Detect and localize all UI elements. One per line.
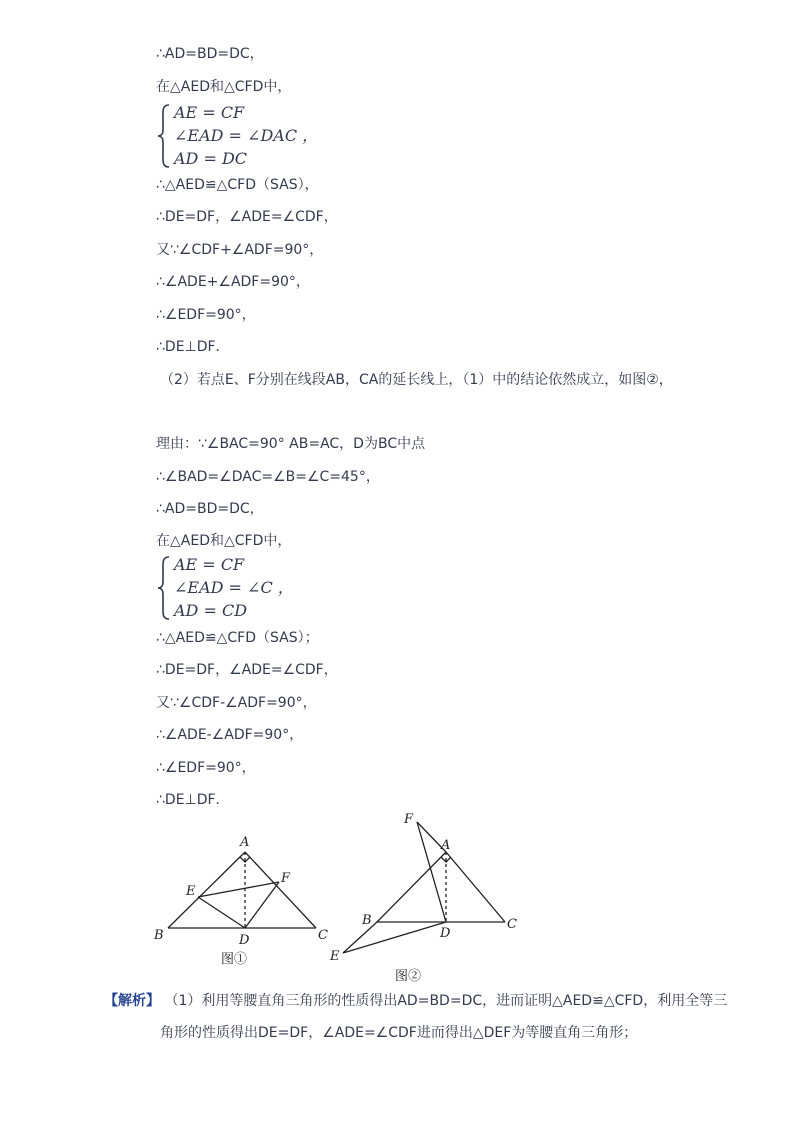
- proof-line: ∴∠ADE-∠ADF=90°，: [156, 727, 304, 743]
- system-row: ∠EAD = ∠DAC ，: [174, 126, 319, 145]
- segment-EF: [198, 882, 279, 897]
- label-F: F: [281, 871, 291, 886]
- proof-line: ∴∠ADE+∠ADF=90°，: [156, 274, 310, 290]
- system-row: AE = CF: [174, 103, 245, 122]
- segment-AC: [245, 852, 316, 928]
- fig2-caption: 图②: [395, 969, 422, 984]
- proof-line: ∴△AED≌△CFD（SAS）；: [156, 630, 319, 646]
- proof-line: ∴DE=DF，∠ADE=∠CDF，: [156, 209, 338, 225]
- label-B: B: [154, 928, 164, 943]
- system-row: AD = DC: [174, 149, 248, 168]
- analysis-line: [104, 992, 727, 1010]
- reason-line: 理由：∵∠BAC=90° AB=AC，D为BC中点: [156, 436, 426, 452]
- segment-ED: [198, 897, 245, 928]
- proof-line: 在△AED和△CFD中，: [156, 79, 292, 95]
- analysis-text: （1）利用等腰直角三角形的性质得出AD=BD=DC，进而证明△AED≌△CFD，利用全等三: [164, 993, 728, 1009]
- fig1-caption: 图①: [221, 952, 248, 967]
- analysis-line: 角形的性质得出DE=DF，∠ADE=∠CDF进而得出△DEF为等腰直角三角形；: [160, 1025, 638, 1041]
- system-row: ∠EAD = ∠C ，: [174, 578, 294, 597]
- figure-2: [343, 822, 505, 953]
- label-E: E: [186, 884, 196, 899]
- proof-line: ∴DE=DF，∠ADE=∠CDF，: [156, 662, 338, 678]
- proof-line: 又∵∠CDF+∠ADF=90°，: [156, 242, 324, 258]
- proof-line: ∴∠EDF=90°，: [156, 307, 256, 323]
- analysis-tag: 【解析】: [104, 993, 160, 1009]
- label-E: E: [330, 949, 340, 964]
- part2-intro: （2）若点E、F分别在线段AB，CA的延长线上，（1）中的结论依然成立，如图②，: [160, 372, 673, 388]
- label-F: F: [404, 812, 414, 827]
- label-A: A: [441, 838, 451, 853]
- segment-FD: [245, 882, 279, 928]
- proof-line: 又∵∠CDF-∠ADF=90°，: [156, 695, 317, 711]
- system-row: AD = CD: [174, 601, 248, 620]
- proof-line: ∴DE⊥DF．: [156, 339, 230, 355]
- proof-line: ∴∠EDF=90°，: [156, 760, 256, 776]
- segment-AC: [446, 852, 505, 922]
- proof-line: 在△AED和△CFD中，: [156, 533, 292, 549]
- proof-line: ∴AD=BD=DC，: [156, 46, 264, 62]
- system-row: AE = CF: [174, 555, 245, 574]
- label-C: C: [507, 917, 517, 932]
- label-B: B: [362, 913, 372, 928]
- proof-line: ∴DE⊥DF．: [156, 792, 230, 808]
- proof-line: ∴AD=BD=DC，: [156, 501, 264, 517]
- proof-line: ∴∠BAD=∠DAC=∠B=∠C=45°，: [156, 469, 380, 485]
- segment-ED: [343, 922, 446, 953]
- label-D: D: [239, 933, 250, 948]
- label-D: D: [440, 926, 451, 941]
- label-A: A: [240, 835, 250, 850]
- label-C: C: [318, 928, 328, 943]
- proof-line: ∴△AED≌△CFD（SAS），: [156, 177, 319, 193]
